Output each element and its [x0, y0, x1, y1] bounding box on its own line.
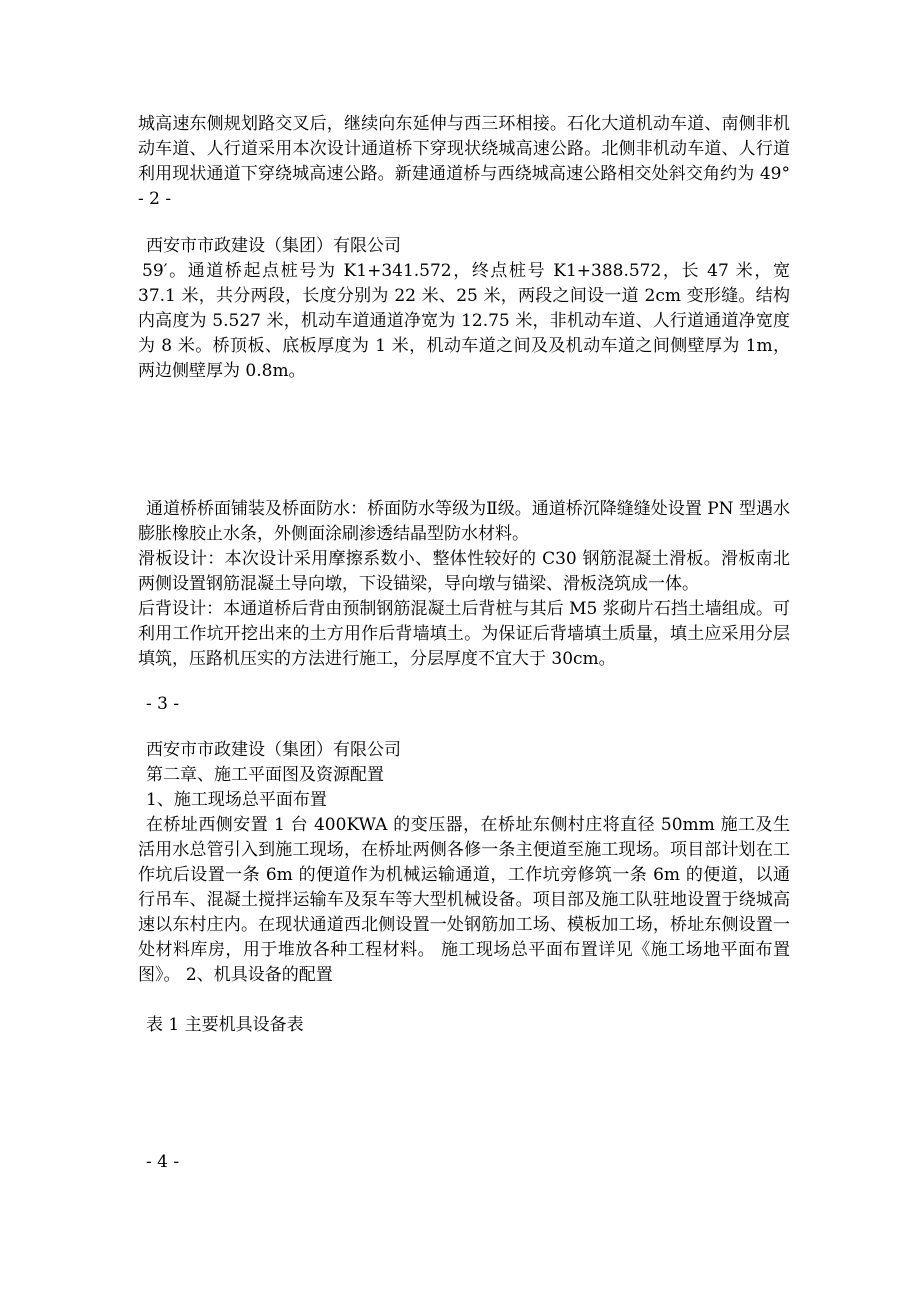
paragraph-site-layout: 在桥址西侧安置 1 台 400KWA 的变压器，在桥址东侧村庄将直径 50mm 施工及生活用水总管引入到施工现场，在桥址两侧各修一条主便道至施工现场。项目部计划在工作坑后设置一条 6m 的便道作为机械运输通道，工作坑旁修筑一条 6m 的便道，以通行吊车、混凝土搅拌运输车及泵车等大型机械设备。项目部及施工队驻地设置于绕城高速以东村庄内。在现状通道西北侧设置一处钢筋加工场、模板加工场，桥址东侧设置一处材料库房，用于堆放各种工程材料。 施工现场总平面布置详见《施工场地平面布置图》。 2、机具设备的配置 — [138, 815, 790, 985]
paragraph-bridge-dimensions: 59′。通道桥起点桩号为 K1+341.572，终点桩号 K1+388.572，长 47 米，宽 37.1 米，共分两段，长度分别为 22 米、25 米，两段之间设一道 2cm 变形缝。结构内高度为 5.527 米，机动车道通道净宽为 12.75 米，非机动车道、人行道通道净宽度为 8 米。桥顶板、底板厚度为 1 米，机动车道之间及及机动车道之间侧壁厚为 1m，两边侧壁厚为 0.8m。 — [138, 261, 790, 381]
paragraph-route-description: 城高速东侧规划路交叉后，继续向东延伸与西三环相接。石化大道机动车道、南侧非机动车道、人行道采用本次设计通道桥下穿现状绕城高速公路。北侧非机动车道、人行道利用现状通道下穿绕城高速公路。新建通道桥与西绕城高速公路相交处斜交角约为 49° - 2 - — [138, 114, 790, 209]
paragraph-backstop-design: 后背设计：本通道桥后背由预制钢筋混凝土后背桩与其后 M5 浆砌片石挡土墙组成。可利用工作坑开挖出来的土方用作后背墙填土。为保证后背墙填土质量，填土应采用分层填筑，压路机压实的方法进行施工，分层厚度不宜大于 30cm。 — [138, 599, 790, 669]
table-caption: 表 1 主要机具设备表 — [146, 1015, 304, 1035]
page-number: - 3 - — [146, 694, 180, 714]
company-header: 西安市市政建设（集团）有限公司 — [146, 236, 401, 256]
chapter-title: 第二章、施工平面图及资源配置 — [146, 765, 384, 785]
section-heading: 1、施工现场总平面布置 — [146, 790, 327, 810]
paragraph-deck-waterproofing: 通道桥桥面铺装及桥面防水：桥面防水等级为Ⅱ级。通道桥沉降缝缝处设置 PN 型遇水膨胀橡胶止水条，外侧面涂刷渗透结晶型防水材料。 — [138, 499, 790, 544]
company-header: 西安市市政建设（集团）有限公司 — [146, 740, 401, 760]
paragraph-slide-design: 滑板设计：本次设计采用摩擦系数小、整体性较好的 C30 钢筋混凝土滑板。滑板南北两侧设置钢筋混凝土导向墩，下设锚梁，导向墩与锚梁、滑板浇筑成一体。 — [138, 549, 790, 594]
page-number: - 4 - — [146, 1152, 180, 1172]
